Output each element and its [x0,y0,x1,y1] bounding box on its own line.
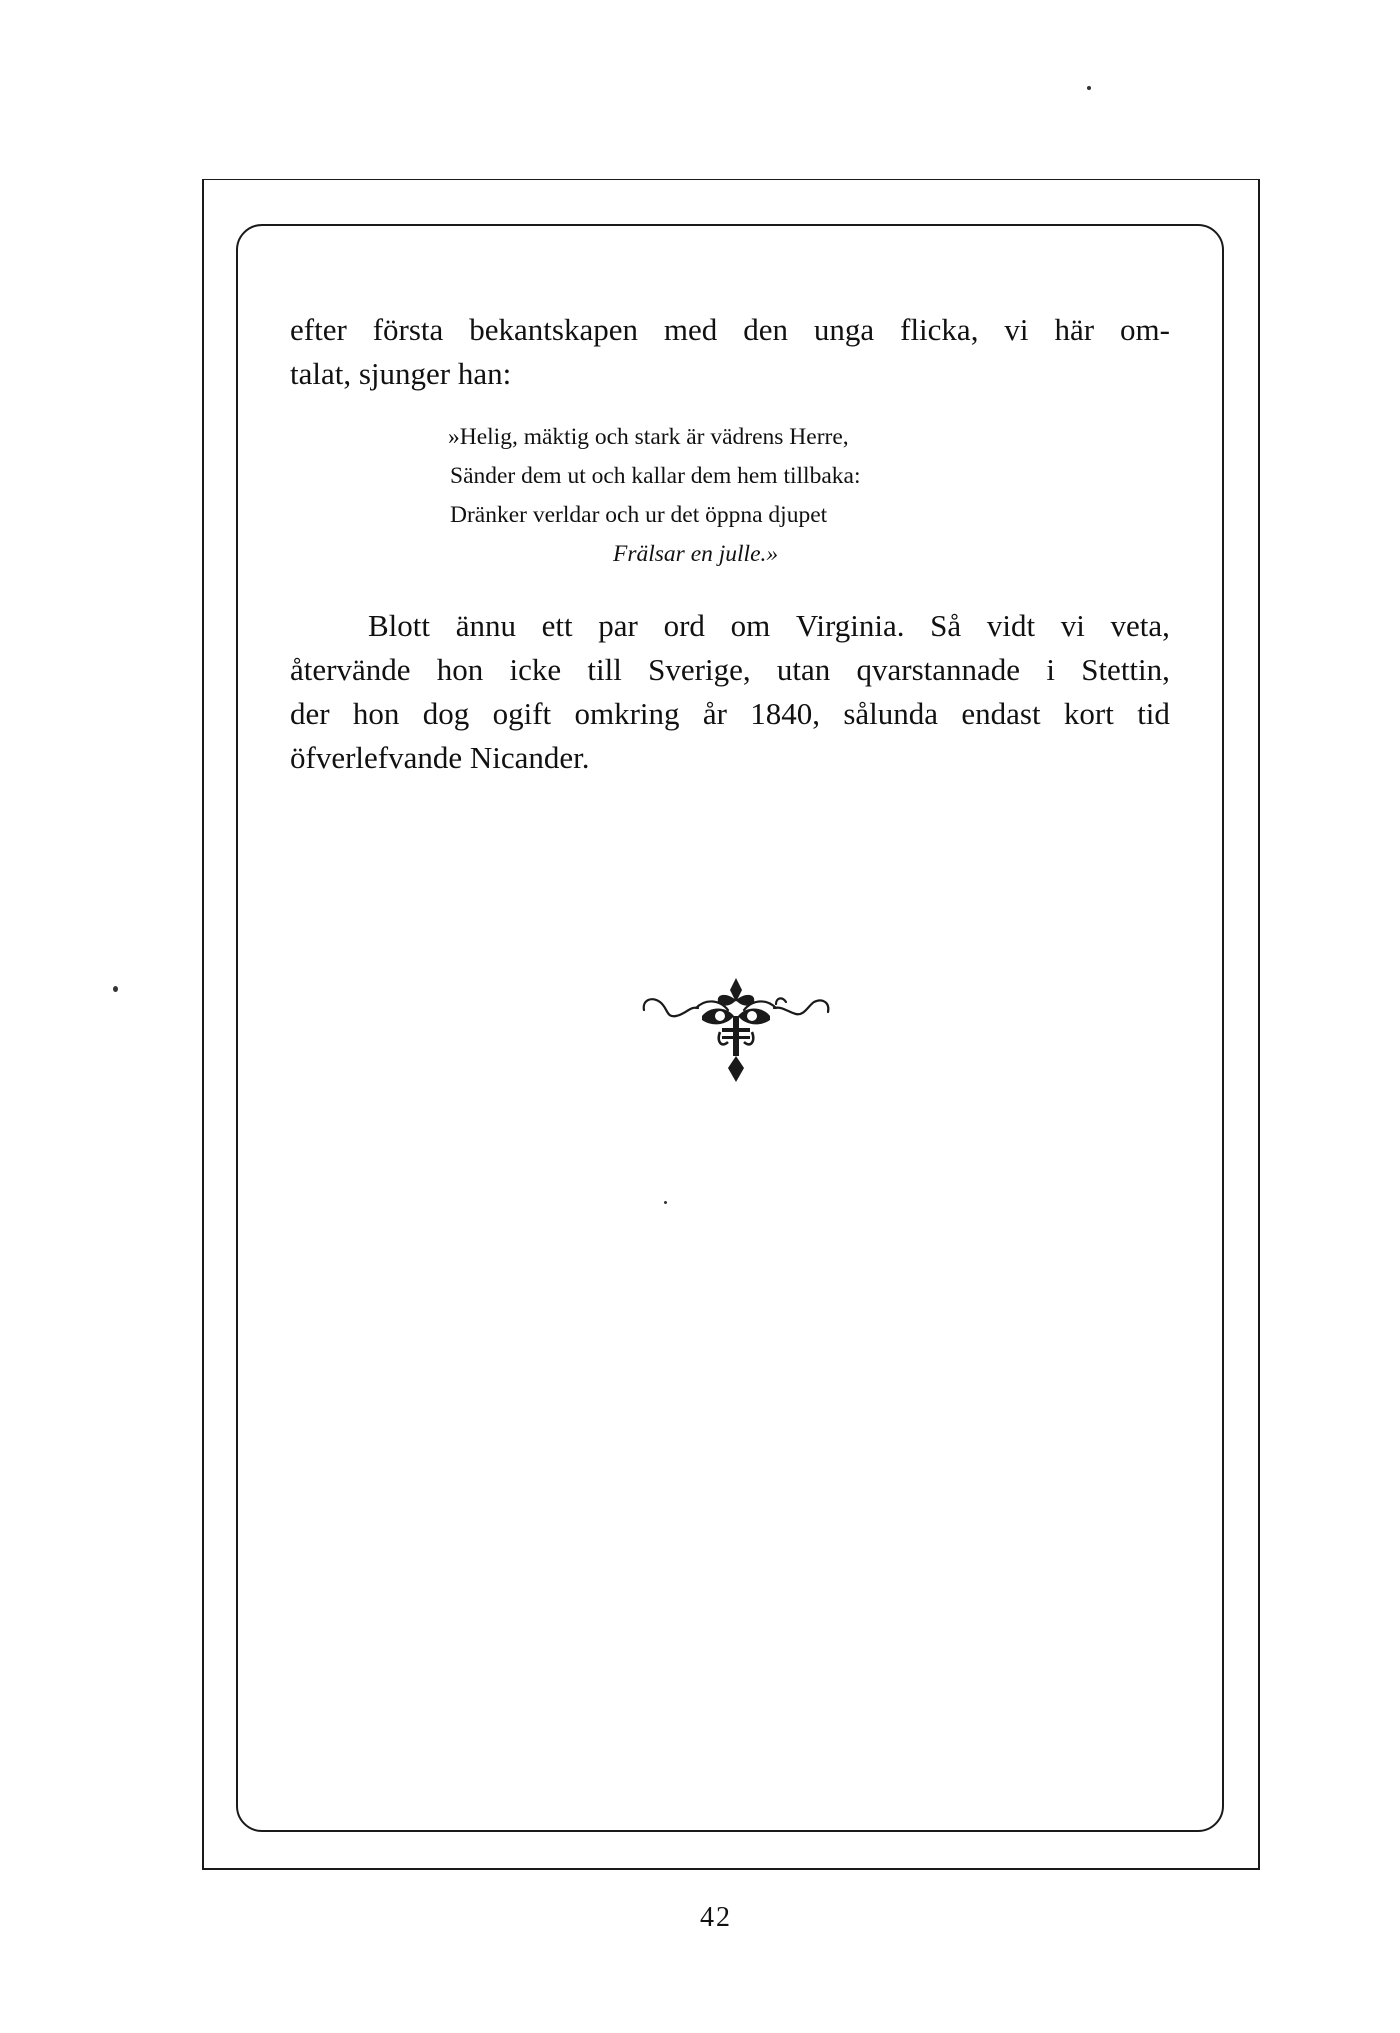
word: dog [422,696,470,731]
page-number: 42 [700,1902,732,1933]
word: Blott [368,608,431,643]
text-line [290,648,1170,692]
main-text [290,308,1170,780]
word: kort [1063,696,1114,731]
word: Stettin, [1081,652,1170,687]
word: ord [663,608,705,643]
word: till [587,652,622,687]
word: ännu [455,608,516,643]
word: ogift [492,696,552,731]
word: flicka, [900,312,979,347]
word: återvände [290,652,411,687]
fleuron-ornament-icon [636,972,836,1092]
word: Virginia. [795,608,905,643]
word: hon [436,652,484,687]
word: vidt [986,608,1036,643]
word: i [1046,652,1055,687]
word: endast [961,696,1041,731]
scan-speck [664,1201,667,1204]
word: om- [1119,312,1170,347]
word: Så [930,608,962,643]
word: qvarstannade [856,652,1021,687]
text-line [290,308,1170,352]
word: par [598,608,638,643]
word: här [1054,312,1095,347]
text-line [290,604,1170,648]
poem-quote [290,418,1170,574]
word: med [663,312,718,347]
word: år [702,696,727,731]
word: tid [1137,696,1170,731]
paragraph-1 [290,308,1170,396]
word: 1840, [750,696,821,731]
word: första [372,312,444,347]
word: om [730,608,771,643]
word: hon [352,696,400,731]
word: utan [776,652,831,687]
poem-line: Frälsar en julle.» [613,541,779,567]
text-line [290,692,1170,736]
word: ett [541,608,573,643]
poem-line: Sänder dem ut och kallar dem hem tillbaka: [450,463,861,489]
poem-line: »Helig, mäktig och stark är vädrens Herre, [448,424,849,450]
scan-speck [113,986,118,992]
text-line: talat, sjunger han: [290,356,512,391]
word: den [743,312,788,347]
word: efter [290,312,347,347]
word: unga [813,312,875,347]
word: der [290,696,330,731]
poem-line: Dränker verldar och ur det öppna djupet [450,502,828,528]
word: icke [509,652,562,687]
scan-speck [1087,86,1091,90]
word: bekantskapen [469,312,638,347]
word: vi [1004,312,1029,347]
paragraph-2 [290,604,1170,780]
word: veta, [1110,608,1170,643]
text-line: öfverlefvande Nicander. [290,740,590,775]
word: vi [1060,608,1085,643]
word: omkring [574,696,680,731]
word: Sverige, [648,652,751,687]
word: sålunda [843,696,939,731]
